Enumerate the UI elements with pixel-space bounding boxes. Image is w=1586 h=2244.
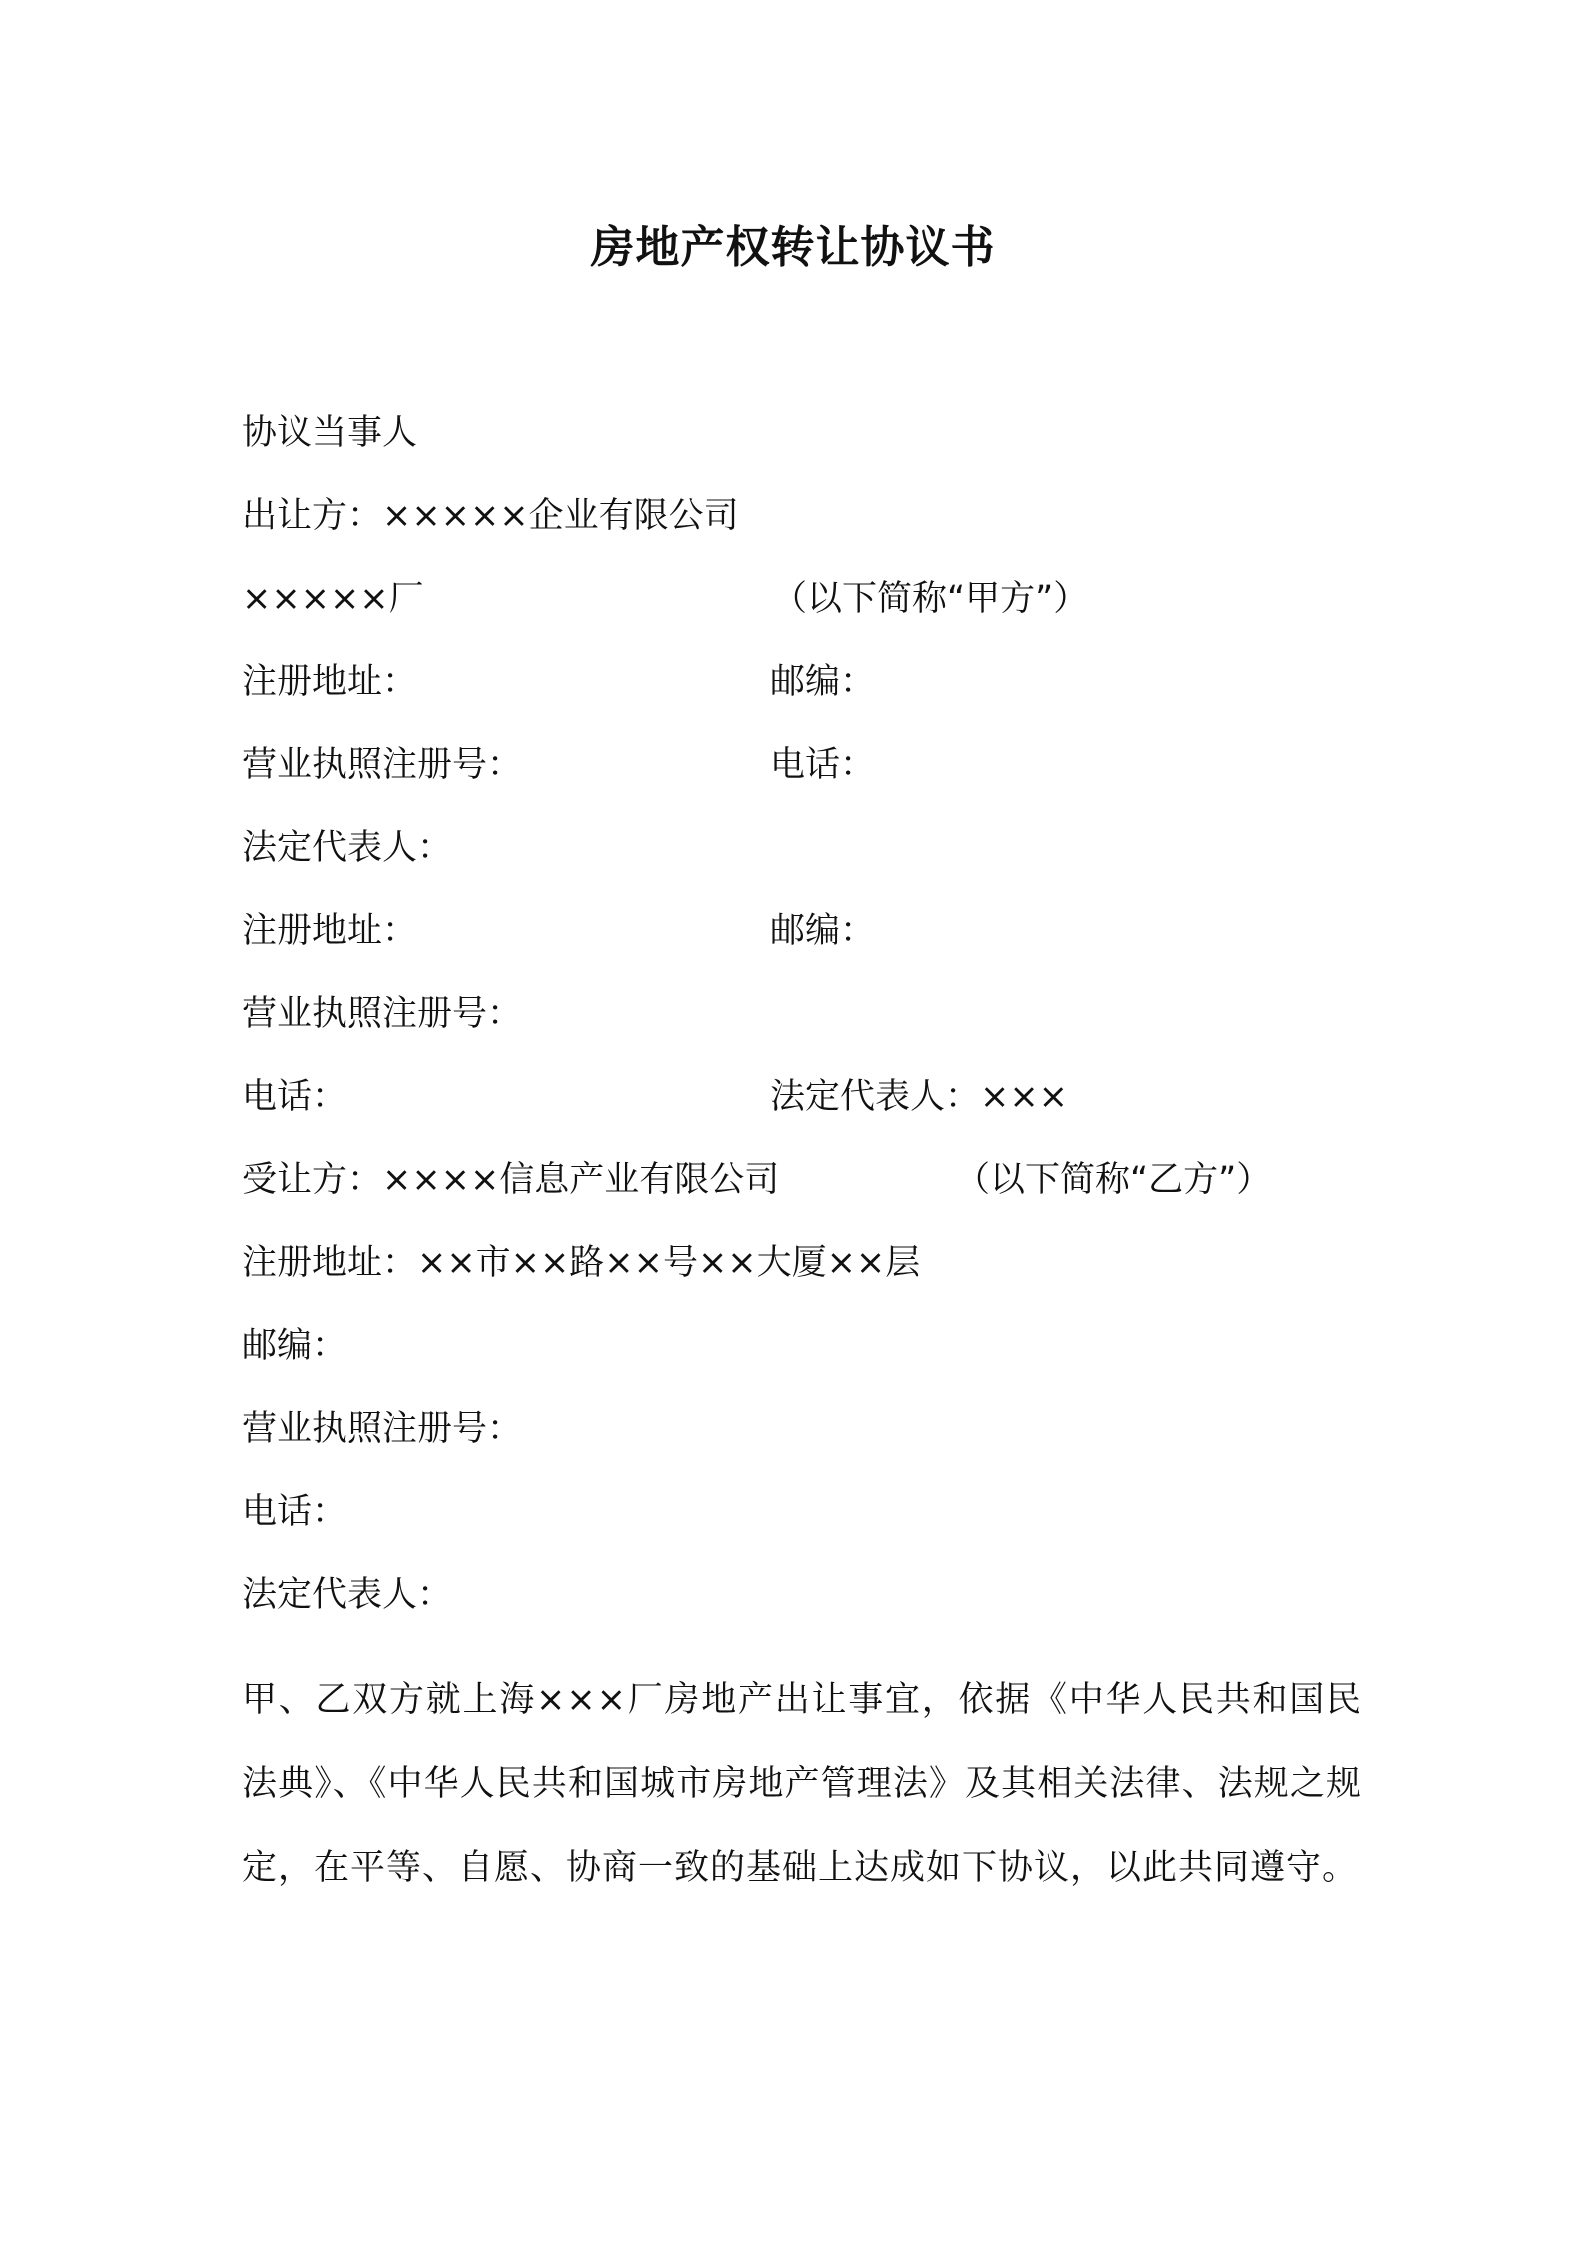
reg-address-label: 注册地址：: [242, 911, 418, 951]
party-b-postcode-row: 邮编：: [242, 1326, 348, 1366]
party-a-address-row-2: [242, 906, 876, 956]
parties-heading: 协议当事人: [242, 413, 418, 453]
party-a-abbreviation: （以下简称“甲方”）: [772, 579, 1089, 619]
phone-label: 电话：: [770, 745, 876, 785]
party-a-license-row-2: 营业执照注册号：: [242, 994, 523, 1034]
document-title: 房地产权转让协议书: [590, 222, 996, 273]
party-b-address-row: 注册地址：××市××路××号××大厦××层: [242, 1243, 921, 1283]
legal-rep-line: 法定代表人：×××: [770, 1077, 1068, 1117]
phone-label: 电话：: [242, 1077, 348, 1117]
transferee-row: [242, 1155, 1272, 1205]
transferee-line: 受让方：××××信息产业有限公司: [242, 1160, 780, 1200]
party-b-legal-rep-row: 法定代表人：: [242, 1575, 453, 1615]
party-b-phone-row: 电话：: [242, 1492, 348, 1532]
postcode-label: 邮编：: [770, 911, 876, 951]
party-b-abbreviation: （以下简称“乙方”）: [955, 1160, 1272, 1200]
party-a-phone-rep-row: [242, 1072, 1068, 1122]
transferor-line: 出让方：×××××企业有限公司: [242, 496, 739, 536]
party-a-license-row-1: [242, 740, 876, 790]
factory-line: [242, 574, 1089, 624]
party-b-license-row: 营业执照注册号：: [242, 1409, 523, 1449]
party-a-legal-rep-row-1: 法定代表人：: [242, 828, 453, 868]
party-a-address-row-1: [242, 657, 876, 707]
preamble-paragraph: 甲、乙双方就上海×××厂房地产出让事宜，依据《中华人民共和国民法典》、《中华人民共和国城市房地产管理法》及其相关法律、法规之规定，在平等、自愿、协商一致的基础上达成如下协议，以此共同遵守。: [242, 1680, 1362, 1888]
reg-address-label: 注册地址：: [242, 662, 418, 702]
postcode-label: 邮编：: [770, 662, 876, 702]
license-label: 营业执照注册号：: [242, 745, 523, 785]
factory-name: ×××××厂: [242, 579, 424, 619]
